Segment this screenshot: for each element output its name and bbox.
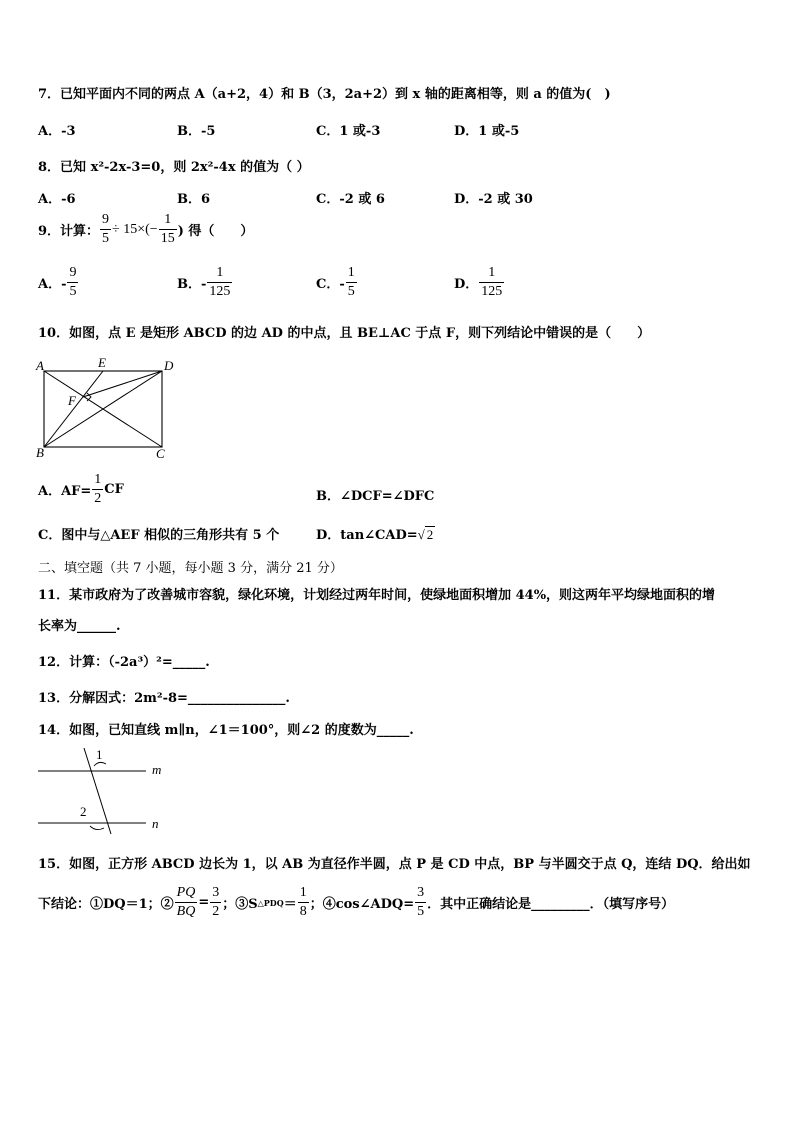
q9-option-c: C．- $\frac{1}{5}$ [316, 265, 355, 299]
q9-option-d: D． $\frac{1}{125}$ [454, 265, 503, 299]
q15-line-2: 下结论：①DQ＝1；② $\frac{PQ}{BQ}$ = $\frac{3}{2}$ ；③S △PDQ ＝ $\frac{1}{8}$ ；④cos∠ADQ= $\frac{3}{5}$ ．其中正确结论是_________．（填写序号） [38, 885, 675, 919]
q14-parallel-lines-figure [34, 744, 174, 836]
q9-fraction-2: $\frac{1}{15}$ [160, 212, 175, 246]
q9-option-b: B．- $\frac{1}{125}$ [177, 265, 231, 299]
label-n: n [152, 816, 159, 831]
q10-option-c: C．图中与△AEF 相似的三角形共有 5 个 [38, 528, 280, 543]
q7-option-d: D．1 或-5 [454, 124, 520, 139]
q10-option-d: D．tan∠CAD=√ 2 [316, 527, 434, 543]
q11-line-1: 11．某市政府为了改善城市容貌，绿化环境，计划经过两年时间，使绿地面积增加 44%，则这两年平均绿地面积的增 [38, 588, 716, 603]
angle-1-arc [94, 762, 106, 766]
q8-option-a: A．-6 [38, 192, 76, 207]
q9-prefix: 9．计算： [38, 224, 100, 239]
q12-stem: 12．计算：（-2a³）²=_____. [38, 655, 210, 670]
q7-option-b: B．-5 [177, 124, 216, 139]
section-heading: 二、填空题（共 7 小题，每小题 3 分，满分 21 分） [38, 561, 343, 576]
label-d: D [164, 358, 174, 373]
label-angle-2: 2 [80, 804, 87, 819]
q10-rectangle-figure [34, 356, 184, 464]
q10-stem: 10．如图，点 E 是矩形 ABCD 的边 AD 的中点，且 BE⊥AC 于点 F，则下列结论中错误的是（ ） [38, 326, 651, 341]
q10-option-a: A．AF= $\frac{1}{2}$ CF [38, 472, 124, 506]
label-b: B [36, 445, 44, 460]
q9-stem [38, 212, 253, 247]
q8-option-c: C．-2 或 6 [316, 192, 385, 207]
q11-line-2: 长率为______. [38, 619, 121, 634]
angle-2-arc [90, 826, 104, 830]
label-c: C [156, 446, 165, 461]
q7-option-a: A．-3 [38, 124, 76, 139]
q7-stem: 7．已知平面内不同的两点 A（a+2，4）和 B（3，2a+2）到 x 轴的距离相等，则 a 的值为( ) [38, 87, 611, 102]
label-angle-1: 1 [96, 747, 103, 762]
q8-option-d: D．-2 或 30 [454, 192, 533, 207]
q14-stem: 14．如图，已知直线 m∥n，∠1＝100°，则∠2 的度数为_____. [38, 723, 414, 738]
q9-mid: ÷ 15×(− [112, 221, 158, 237]
q7-option-c: C．1 或-3 [316, 124, 381, 139]
q9-fraction-1: $\frac{9}{5}$ [102, 212, 110, 246]
q15-line-1: 15．如图，正方形 ABCD 边长为 1，以 AB 为直径作半圆，点 P 是 CD 中点，BP 与半圆交于点 Q，连结 DQ．给出如 [38, 857, 751, 872]
q8-option-b: B．6 [177, 192, 211, 207]
q9-suffix: ) 得（ ） [177, 224, 254, 239]
q8-stem: 8．已知 x²-2x-3=0，则 2x²-4x 的值为（ ） [38, 160, 310, 175]
label-e: E [98, 356, 106, 370]
q9-option-a: A．- $\frac{9}{5}$ [38, 265, 77, 299]
label-m: m [152, 762, 162, 777]
label-f: F [68, 393, 76, 408]
q10-option-b: B．∠DCF=∠DFC [316, 489, 435, 504]
segment-be [44, 371, 103, 447]
q13-stem: 13．分解因式：2m²-8=_______________. [38, 691, 290, 706]
segment-fd [83, 371, 162, 397]
q15-fraction-pq-bq: $\frac{PQ}{BQ}$ [176, 885, 196, 919]
label-a: A [36, 358, 44, 373]
